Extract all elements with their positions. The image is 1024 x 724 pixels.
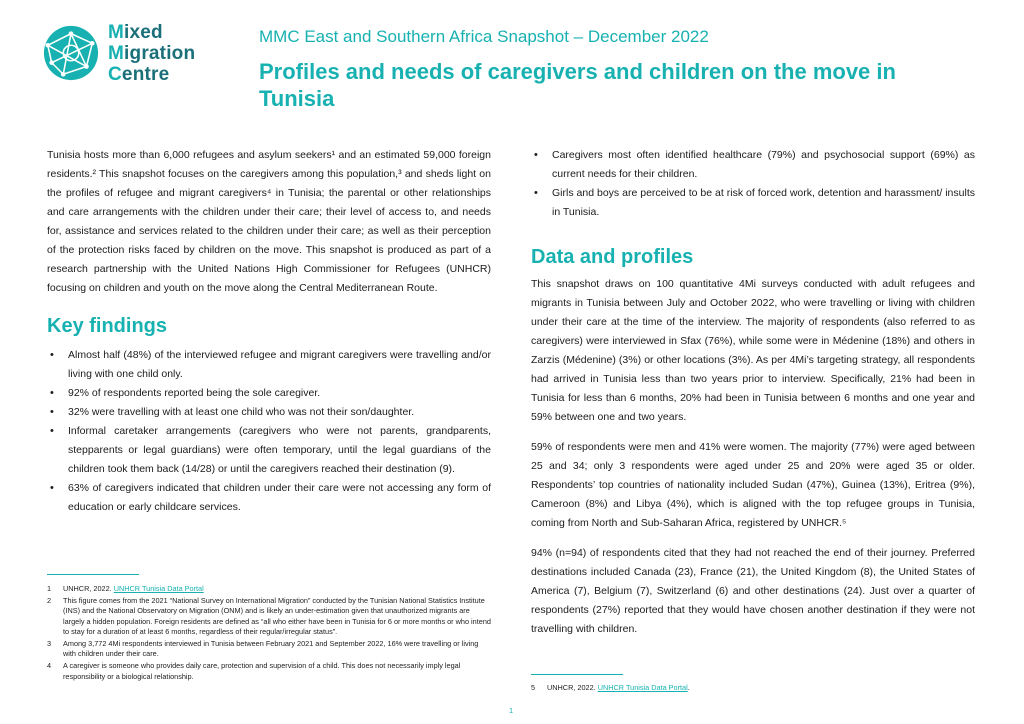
left-column [47,146,491,517]
footnotes-left [47,584,491,684]
finding-item: • Caregivers most often identified healthcare (79%) and psychosocial support (69%) as current needs for their children. [531,146,975,184]
data-paragraph: 94% (n=94) of respondents cited that they had not reached the end of their journey. Preferred destinations included Canada (23), France (21), the United Kingdom (8), the United States of America (7), Belgium (7), Switzerland (6) and other destinations (24). Just over a quarter of respondents (27%) reported that they would have chosen another destination if they were not travelling with children. [531,547,975,635]
finding-item: • 32% were travelling with at least one child who was not their son/daughter. [47,403,491,422]
key-findings-list-continued [531,146,975,222]
finding-item: • Informal caretaker arrangements (caregivers who were not parents, grandparents, stepparents or legal guardians) were often temporary, until the legal guardians of the children took them back (14/28) or until the caregivers reached their destination (9). [47,422,491,479]
footnote-link[interactable]: UNHCR Tunisia Data Portal [113,584,204,593]
page-title: Profiles and needs of caregivers and children on the move in Tunisia [259,59,896,111]
data-paragraph: 59% of respondents were men and 41% were women. The majority (77%) were aged between 25 and 34; only 3 respondents were aged under 25 and 20% were aged 35 or older. Respondents’ top countries of nationality included Sudan (47%), Guinea (13%), Eritrea (9%), Cameroon (8%) and Libya (4%), which is aligned with the top refugee groups in Tunisia, coming from North and Sub-Saharan Africa, registered by UNHCR.⁵ [531,441,975,529]
finding-item: • 63% of caregivers indicated that children under their care were not accessing any form of education or early childcare services. [47,479,491,517]
footnote: 1 UNHCR, 2022. UNHCR Tunisia Data Portal [47,584,204,593]
footnote-divider [47,574,139,575]
footnote-right: 5 UNHCR, 2022. UNHCR Tunisia Data Portal. [531,683,690,692]
snapshot-subtitle: MMC East and Southern Africa Snapshot – December 2022 [259,27,709,46]
footnote: 2 This figure comes from the 2021 “National Survey on International Migration” conducted by the Tunisian National Statistics Institute (INS) and the National Observatory on Migration (ONM) and is likely an under-estimation given that unauthorized migrants are largely a hidden population. Foreign residents are defined as “all who either have been in Tunisia for 6 or more months or who intend to stay for a duration of at least 6 months, regardless of their regular/irregular status”. [47,595,491,637]
data-profiles-heading: Data and profiles [531,246,694,268]
page-number: 1 [509,706,514,715]
footnote-divider [531,674,623,675]
mmc-logo [42,22,212,88]
finding-item: • 92% of respondents reported being the sole caregiver. [47,384,491,403]
data-paragraph: This snapshot draws on 100 quantitative 4Mi surveys conducted with adult refugees and migrants in Tunisia between July and October 2022, who were travelling or living with children under their care at the time of the interview. The majority of respondents (also referred to as caregivers) were interviewed in Sfax (76%), while some were in Médenine (18%) and others in Zarzis (Médenine) (3%) or other locations (3%). As per 4Mi’s targeting strategy, all respondents had arrived in Tunisia less than two years prior to interview. Specifically, 21% had been in Tunisia for less than 6 months, 20% had been in Tunisia between 6 months and one year and 59% between one and two years. [531,278,975,423]
finding-item: • Almost half (48%) of the interviewed refugee and migrant caregivers were travelling and/or living with one child only. [47,346,491,384]
logo-wordmark: Mixed Migration Centre [108,22,196,85]
key-findings-heading: Key findings [47,315,168,337]
footnote: 4 A caregiver is someone who provides daily care, protection and supervision of a child. This does not necessarily imply legal responsibility or a biological relationship. [47,661,461,681]
globe-network-icon [42,24,100,82]
footnote-link[interactable]: UNHCR Tunisia Data Portal [597,683,688,692]
footnote: 3 Among 3,772 4Mi respondents interviewed in Tunisia between February 2021 and September 2022, 16% were travelling or living with children under their care. [47,639,479,659]
key-findings-list [47,346,491,517]
right-column [531,146,975,639]
finding-item: • Girls and boys are perceived to be at risk of forced work, detention and harassment/ insults in Tunisia. [531,184,975,222]
intro-paragraph: Tunisia hosts more than 6,000 refugees and asylum seekers¹ and an estimated 59,000 foreign residents.² This snapshot focuses on the caregivers among this population,³ and sheds light on the profiles of refugee and migrant caregivers⁴ in Tunisia; the parental or other relationships and care arrangements with the children under their care; their level of access to, and needs for, assistance and services related to the children under their care; as well as their perception of the protection risks faced by children on the move. This snapshot is produced as part of a research partnership with the United Nations High Commissioner for Refugees (UNHCR) focusing on children and youth on the move along the Central Mediterranean Route. [47,149,491,294]
